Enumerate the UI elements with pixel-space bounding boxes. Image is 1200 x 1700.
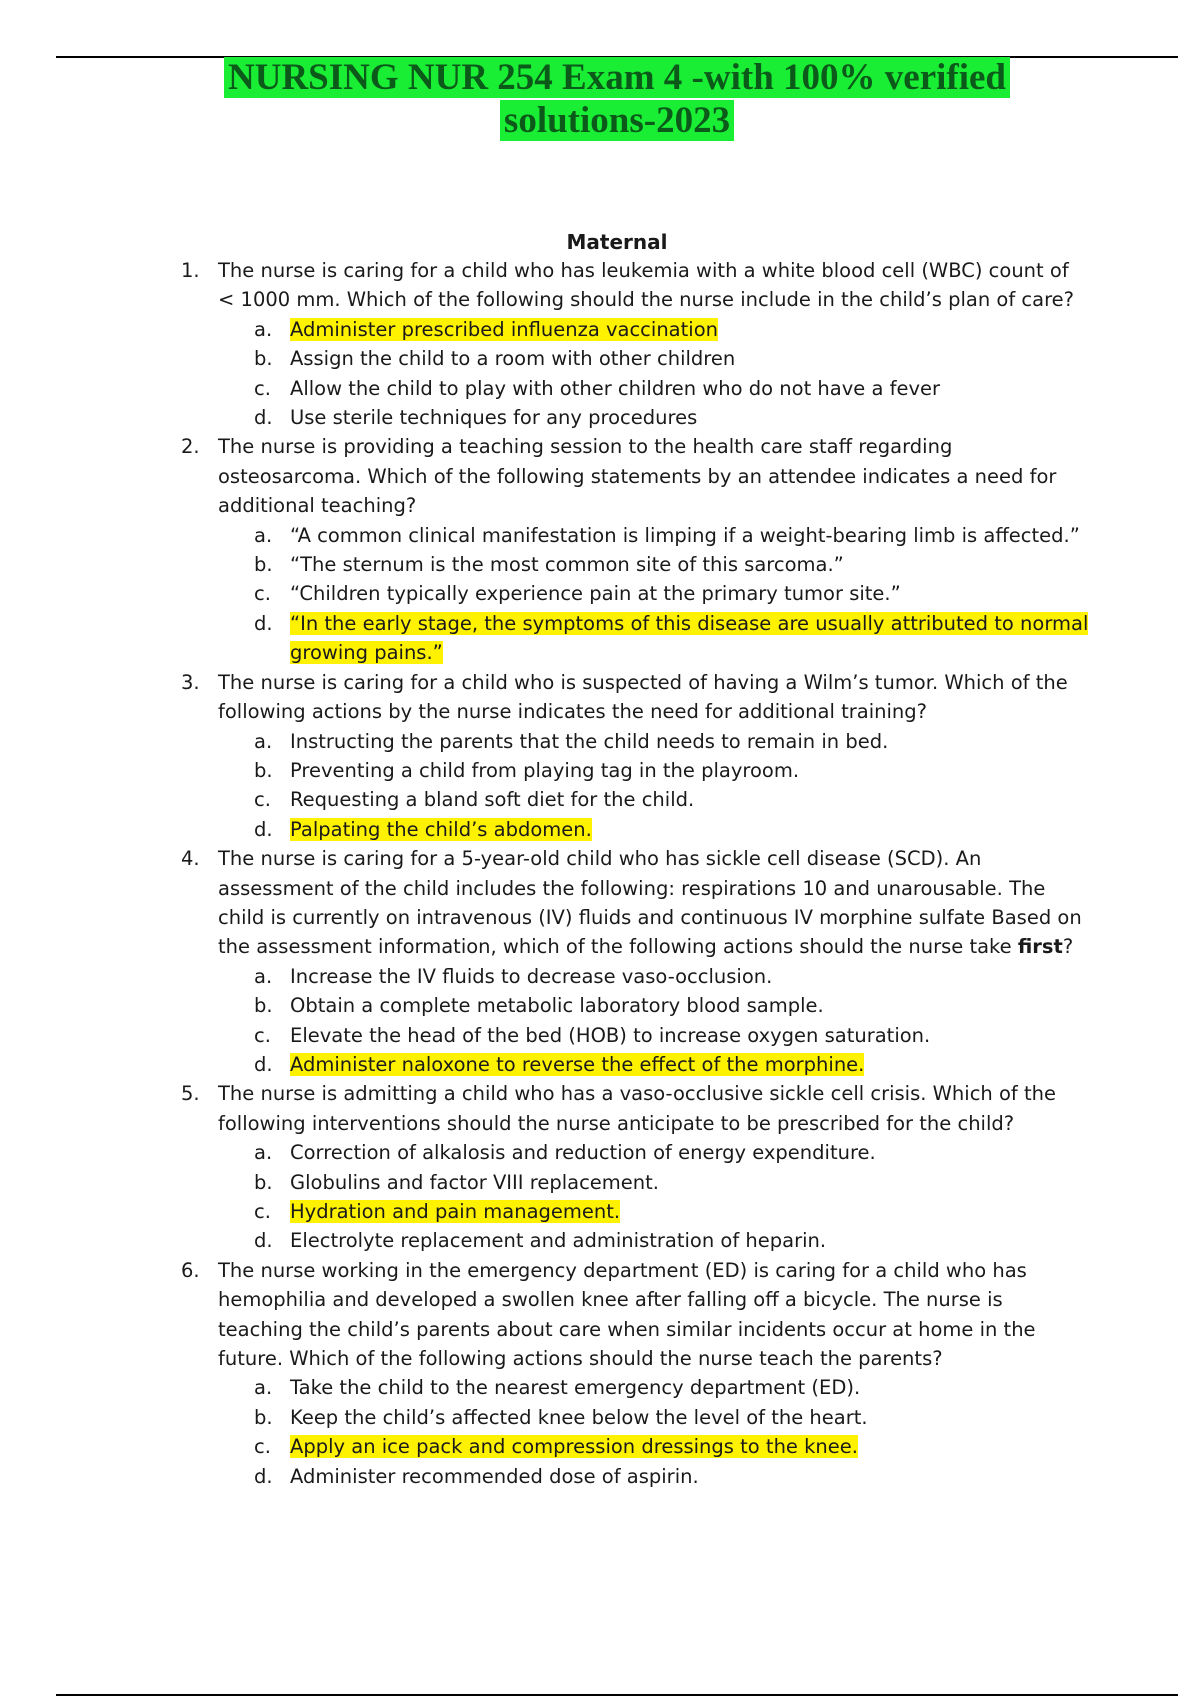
option-b [218,1403,1090,1432]
option-c [218,579,1090,608]
question-number: 4. [181,847,200,871]
option-text: Electrolyte replacement and administration of heparin. [290,1229,827,1253]
option-letter: a. [254,964,273,988]
option-letter: b. [254,347,273,371]
question-stem: The nurse is caring for a child who is suspected of having a Wilm’s tumor. Which of the following actions by the nurse indicates the need for additional training? [218,670,1068,724]
option-letter: a. [254,1376,273,1400]
option-b [218,344,1090,373]
question-number: 3. [181,670,200,694]
option-d [218,1462,1090,1491]
option-list [218,962,1090,1080]
question-stem: The nurse is caring for a child who has leukemia with a white blood cell (WBC) count of < 1000 mm. Which of the following should the nurse include in the child’s plan of care? [218,259,1075,312]
option-text: Obtain a complete metabolic laboratory blood sample. [290,994,824,1018]
question-stem-emphasis: first [1017,935,1063,959]
option-list [218,521,1090,668]
option-text: Increase the IV fluids to decrease vaso-occlusion. [290,964,773,988]
option-text: “Children typically experience pain at the primary tumor site.” [290,582,901,606]
option-letter: b. [254,758,273,782]
option-b [218,991,1090,1020]
question-stem [218,847,1082,958]
option-letter: d. [254,1229,273,1253]
option-b [218,550,1090,579]
option-letter: d. [254,817,273,841]
option-b [218,1168,1090,1197]
option-letter: a. [254,523,273,547]
option-d [218,815,1090,844]
option-a [218,962,1090,991]
option-text: “A common clinical manifestation is limping if a weight-bearing limb is affected.” [290,523,1080,547]
question-5 [0,1079,1200,1255]
option-a [218,1373,1090,1402]
section-heading: Maternal [566,230,668,254]
option-letter: c. [254,1200,271,1223]
option-d [218,403,1090,432]
option-letter: c. [254,582,271,606]
option-a [218,727,1090,756]
option-text: Take the child to the nearest emergency department (ED). [290,1376,861,1400]
highlighted-answer: Apply an ice pack and compression dressings to the knee. [290,1435,858,1459]
question-number: 1. [181,259,200,282]
bottom-rule [56,1694,1178,1696]
option-b [218,756,1090,785]
option-text: Requesting a bland soft diet for the child. [290,788,695,812]
option-d [218,609,1090,668]
title-line-1: NURSING NUR 254 Exam 4 -with 100% verified [224,57,1010,98]
option-text: “The sternum is the most common site of this sarcoma.” [290,553,844,577]
option-c [218,374,1090,403]
option-letter: d. [254,611,273,635]
option-a [218,315,1090,344]
option-list [218,1138,1090,1256]
option-text: Elevate the head of the bed (HOB) to increase oxygen saturation. [290,1023,931,1047]
option-c [218,1432,1090,1461]
option-letter: d. [254,1052,273,1076]
question-4 [0,844,1200,1079]
option-a [218,1138,1090,1167]
option-letter: c. [254,1435,271,1459]
option-letter: c. [254,788,271,812]
option-list [218,315,1090,433]
option-letter: b. [254,553,273,577]
option-text: Use sterile techniques for any procedures [290,406,698,430]
option-text: Keep the child’s affected knee below the level of the heart. [290,1405,868,1429]
question-number: 6. [181,1258,200,1282]
option-a [218,521,1090,550]
option-letter: c. [254,1023,271,1047]
option-letter: a. [254,1141,273,1165]
option-c [218,785,1090,814]
question-3 [0,668,1200,844]
option-text: Instructing the parents that the child needs to remain in bed. [290,729,889,753]
question-6 [0,1256,1200,1491]
option-c [218,1021,1090,1050]
option-text: Assign the child to a room with other children [290,347,736,371]
option-letter: b. [254,1170,273,1194]
question-stem: The nurse is providing a teaching session to the health care staff regarding osteosarcoma. Which of the following statements by an attendee indicates a need for additional teaching? [218,435,1057,518]
option-letter: b. [254,994,273,1018]
highlighted-answer: Administer prescribed influenza vaccination [290,317,718,341]
option-letter: b. [254,1405,273,1429]
title-line-2: solutions-2023 [500,100,734,141]
highlighted-answer: Administer naloxone to reverse the effect of the morphine. [290,1052,865,1076]
option-d [218,1050,1090,1079]
question-list [0,256,1200,1491]
highlighted-answer: Hydration and pain management. [290,1200,621,1223]
option-text: Globulins and factor VIII replacement. [290,1170,659,1194]
option-letter: a. [254,729,273,753]
question-number: 5. [181,1082,200,1106]
question-2 [0,432,1200,667]
question-stem-end: ? [1062,935,1074,959]
option-text: Administer recommended dose of aspirin. [290,1464,699,1488]
option-text: Correction of alkalosis and reduction of energy expenditure. [290,1141,876,1165]
option-list [218,1373,1090,1491]
option-list [218,727,1090,845]
question-number: 2. [181,435,200,459]
question-1 [0,256,1200,432]
option-letter: c. [254,376,271,400]
question-stem-text: The nurse is caring for a 5-year-old child who has sickle cell disease (SCD). An assessment of the child includes the following: respirations 10 and unarousable. The child is currently on intravenous (IV) fluids and continuous IV morphine sulfate Based on the assessment information, which of the following actions should the nurse take [218,847,1082,959]
option-text: Allow the child to play with other children who do not have a fever [290,376,941,400]
option-text: Preventing a child from playing tag in the playroom. [290,758,800,782]
option-letter: d. [254,1464,273,1488]
highlighted-answer: “In the early stage, the symptoms of this disease are usually attributed to normal growing pains.” [290,611,1089,665]
option-c [218,1197,1090,1226]
option-d [218,1226,1090,1255]
question-stem: The nurse working in the emergency department (ED) is caring for a child who has hemophilia and developed a swollen knee after falling off a bicycle. The nurse is teaching the child’s parents about care when similar incidents occur at home in the future. Which of the following actions should the nurse teach the parents? [218,1258,1036,1371]
option-letter: a. [254,317,273,341]
question-stem: The nurse is admitting a child who has a vaso-occlusive sickle cell crisis. Which of the following interventions should the nurse anticipate to be prescribed for the child? [218,1082,1056,1135]
option-letter: d. [254,406,273,430]
highlighted-answer: Palpating the child’s abdomen. [290,817,592,841]
document-title [0,56,1200,142]
